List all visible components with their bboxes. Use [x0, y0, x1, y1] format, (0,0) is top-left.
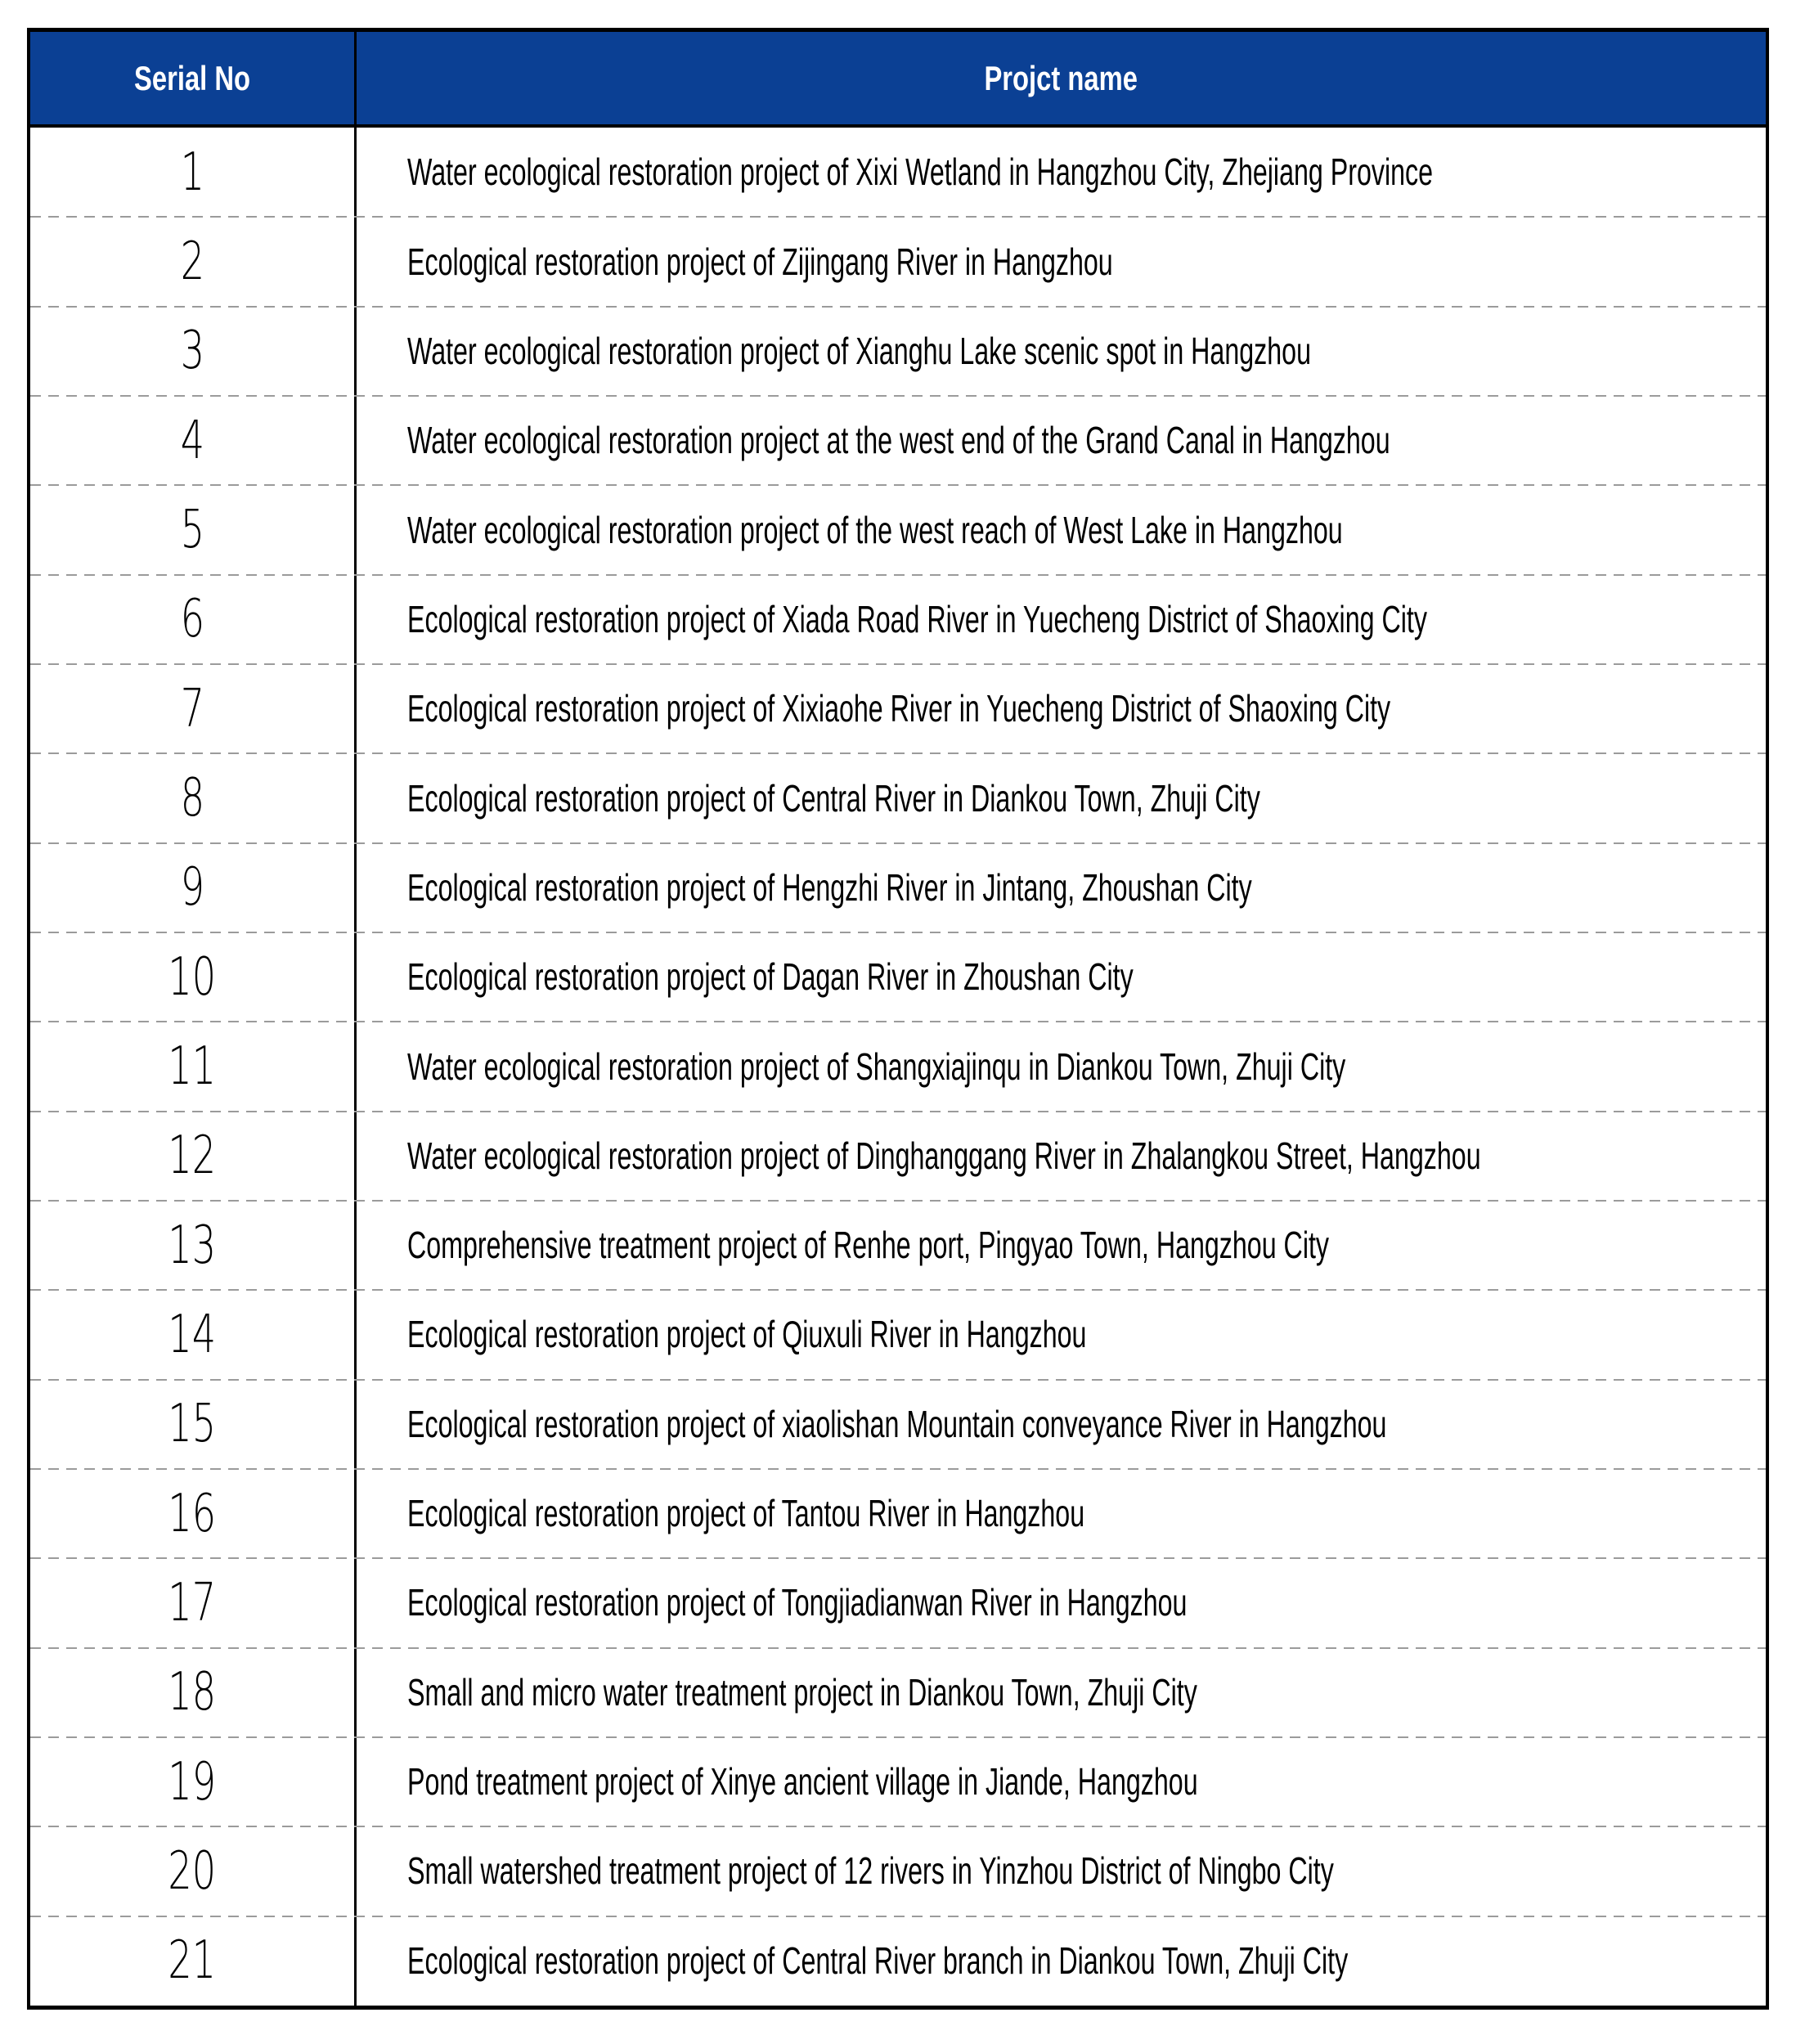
- project-name: Water ecological restoration project of the west reach of West Lake in Hangzhou: [407, 508, 1343, 551]
- project-name: Water ecological restoration project of Dinghanggang River in Zhalangkou Street, Hangzhou: [407, 1134, 1481, 1177]
- project-name-cell: [357, 1826, 1766, 1916]
- project-name: Ecological restoration project of Central River in Diankou Town, Zhuji City: [407, 776, 1260, 820]
- project-name-cell: [357, 396, 1766, 485]
- serial-number: 18: [168, 1662, 217, 1723]
- serial-number: 5: [180, 499, 204, 560]
- serial-number: 16: [168, 1483, 217, 1544]
- project-name: Ecological restoration project of Tongjiadianwan River in Hangzhou: [407, 1581, 1188, 1624]
- project-name: Ecological restoration project of xiaolishan Mountain conveyance River in Hangzhou: [407, 1402, 1387, 1445]
- project-name-cell: [357, 1201, 1766, 1290]
- serial-number: 1: [180, 142, 204, 203]
- serial-cell: [30, 1648, 357, 1737]
- serial-number: 21: [168, 1930, 217, 1992]
- serial-number: 14: [168, 1304, 217, 1365]
- header-serial-no: [30, 32, 357, 124]
- serial-cell: [30, 1737, 357, 1826]
- header-serial-no-label: Serial No: [133, 58, 251, 97]
- serial-cell: [30, 843, 357, 932]
- serial-cell: [30, 1112, 357, 1201]
- table-row: [30, 485, 1766, 574]
- serial-number: 11: [168, 1035, 217, 1097]
- serial-cell: [30, 307, 357, 396]
- table-row: [30, 843, 1766, 932]
- header-project-name-label: Projct name: [984, 58, 1138, 97]
- serial-number: 15: [168, 1394, 217, 1455]
- serial-cell: [30, 932, 357, 1022]
- project-name-cell: [357, 753, 1766, 842]
- table-row: [30, 575, 1766, 664]
- serial-number: 13: [168, 1215, 217, 1276]
- serial-cell: [30, 217, 357, 306]
- project-name-cell: [357, 1469, 1766, 1558]
- table-row: [30, 1826, 1766, 1916]
- table-row: [30, 1201, 1766, 1290]
- serial-number: 12: [168, 1125, 217, 1187]
- table-row: [30, 753, 1766, 842]
- serial-cell: [30, 396, 357, 485]
- project-name: Ecological restoration project of Zijingang River in Hangzhou: [407, 240, 1113, 283]
- project-name: Small and micro water treatment project in Diankou Town, Zhuji City: [407, 1670, 1197, 1714]
- serial-number: 17: [168, 1572, 217, 1633]
- serial-cell: [30, 1916, 357, 2006]
- project-name-cell: [357, 1916, 1766, 2006]
- serial-number: 3: [180, 321, 204, 382]
- table-row: [30, 1022, 1766, 1111]
- serial-cell: [30, 1201, 357, 1290]
- project-name: Ecological restoration project of Xiada Road River in Yuecheng District of Shaoxing City: [407, 597, 1427, 640]
- table-body: [30, 128, 1766, 2006]
- serial-cell: [30, 664, 357, 753]
- table-row: [30, 932, 1766, 1022]
- project-name: Water ecological restoration project of Xianghu Lake scenic spot in Hangzhou: [407, 329, 1311, 372]
- project-name: Ecological restoration project of Central River branch in Diankou Town, Zhuji City: [407, 1938, 1349, 1982]
- project-name-cell: [357, 575, 1766, 664]
- serial-number: 9: [180, 857, 204, 919]
- serial-cell: [30, 1469, 357, 1558]
- table-row: [30, 217, 1766, 306]
- serial-number: 10: [168, 946, 217, 1008]
- project-name-cell: [357, 1558, 1766, 1647]
- table-row: [30, 1469, 1766, 1558]
- project-name-cell: [357, 1648, 1766, 1737]
- serial-number: 20: [168, 1840, 217, 1902]
- serial-number: 19: [168, 1751, 217, 1813]
- table-row: [30, 307, 1766, 396]
- project-name: Pond treatment project of Xinye ancient village in Jiande, Hangzhou: [407, 1760, 1198, 1804]
- project-name-cell: [357, 217, 1766, 306]
- project-name-cell: [357, 307, 1766, 396]
- project-table: [27, 28, 1769, 2010]
- project-name-cell: [357, 1380, 1766, 1469]
- serial-number: 7: [180, 678, 204, 739]
- serial-number: 8: [180, 767, 204, 829]
- project-name: Small watershed treatment project of 12 rivers in Yinzhou District of Ningbo City: [407, 1849, 1334, 1893]
- project-name: Ecological restoration project of Hengzhi River in Jintang, Zhoushan City: [407, 865, 1252, 909]
- project-name: Water ecological restoration project of Shangxiajinqu in Diankou Town, Zhuji City: [407, 1044, 1346, 1088]
- project-name: Ecological restoration project of Tantou River in Hangzhou: [407, 1492, 1085, 1535]
- table-row: [30, 664, 1766, 753]
- serial-number: 4: [180, 410, 204, 471]
- project-name-cell: [357, 664, 1766, 753]
- table-row: [30, 1916, 1766, 2006]
- project-name-cell: [357, 1022, 1766, 1111]
- project-name: Ecological restoration project of Dagan River in Zhoushan City: [407, 955, 1134, 999]
- serial-cell: [30, 753, 357, 842]
- serial-cell: [30, 128, 357, 217]
- table-row: [30, 396, 1766, 485]
- serial-cell: [30, 1826, 357, 1916]
- project-name: Water ecological restoration project at the west end of the Grand Canal in Hangzhou: [407, 419, 1390, 462]
- table-row: [30, 1112, 1766, 1201]
- project-name-cell: [357, 932, 1766, 1022]
- serial-cell: [30, 1022, 357, 1111]
- project-name-cell: [357, 485, 1766, 574]
- project-name-cell: [357, 128, 1766, 217]
- table-row: [30, 1648, 1766, 1737]
- table-row: [30, 1558, 1766, 1647]
- table-row: [30, 128, 1766, 217]
- project-name: Water ecological restoration project of Xixi Wetland in Hangzhou City, Zhejiang Province: [407, 150, 1434, 194]
- project-name-cell: [357, 843, 1766, 932]
- serial-cell: [30, 1558, 357, 1647]
- project-name-cell: [357, 1290, 1766, 1379]
- project-name-cell: [357, 1737, 1766, 1826]
- project-name: Comprehensive treatment project of Renhe port, Pingyao Town, Hangzhou City: [407, 1224, 1330, 1267]
- table-header-row: [30, 32, 1766, 128]
- table-row: [30, 1380, 1766, 1469]
- project-name-cell: [357, 1112, 1766, 1201]
- serial-cell: [30, 1380, 357, 1469]
- serial-number: 2: [180, 231, 204, 292]
- serial-cell: [30, 485, 357, 574]
- project-name: Ecological restoration project of Xixiaohe River in Yuecheng District of Shaoxing City: [407, 687, 1391, 730]
- serial-cell: [30, 575, 357, 664]
- table-row: [30, 1737, 1766, 1826]
- table-row: [30, 1290, 1766, 1379]
- project-name: Ecological restoration project of Qiuxuli River in Hangzhou: [407, 1313, 1087, 1356]
- serial-number: 6: [180, 589, 204, 650]
- serial-cell: [30, 1290, 357, 1379]
- header-project-name: [357, 32, 1766, 124]
